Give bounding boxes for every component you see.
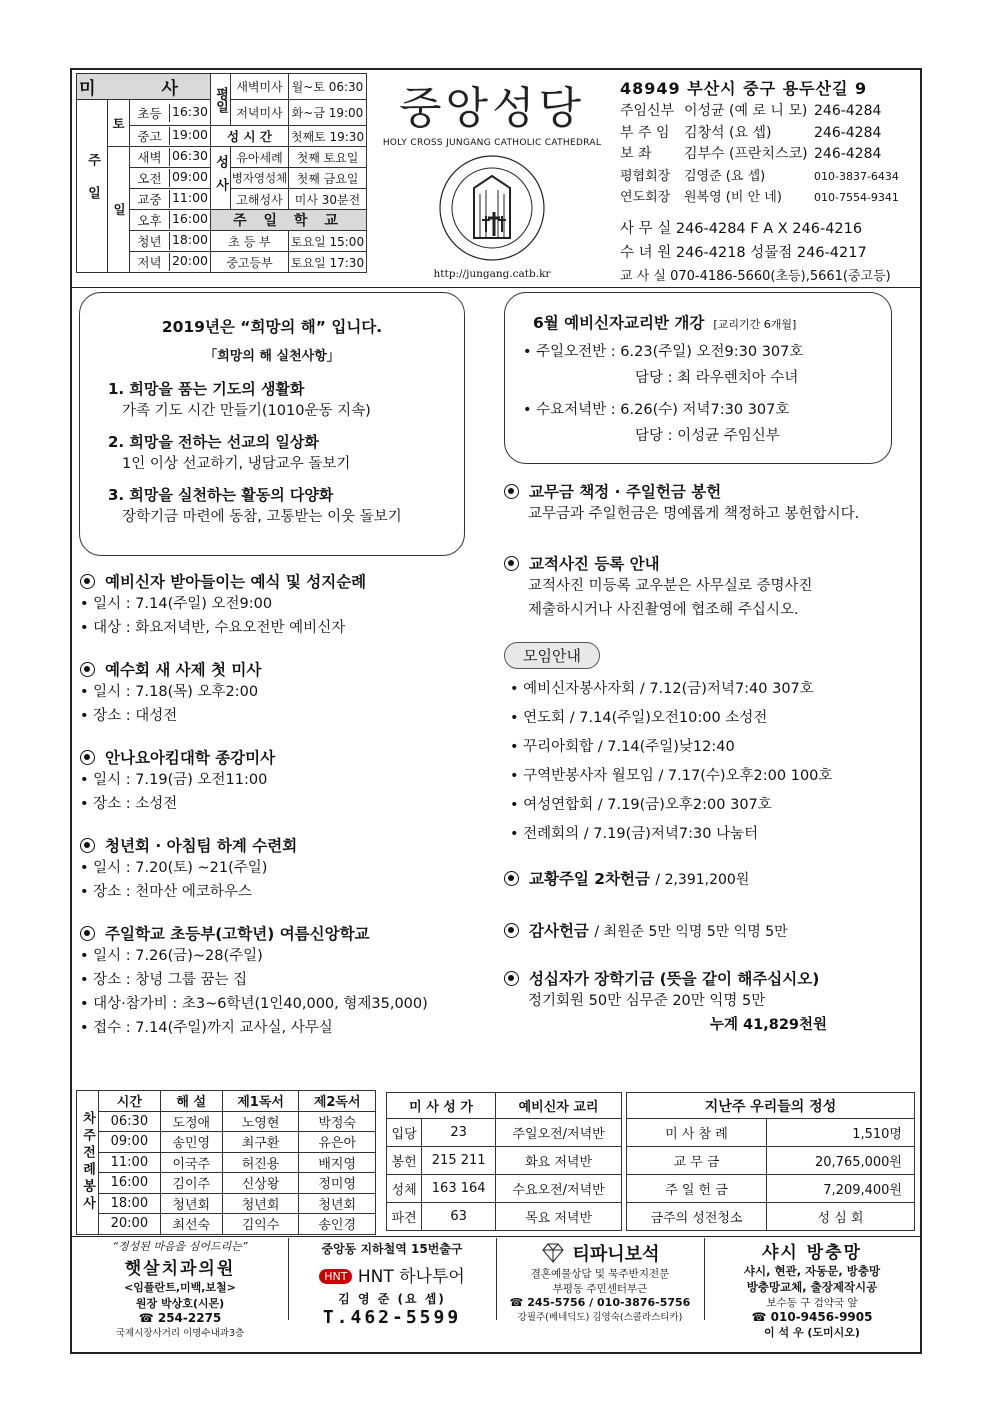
scholarship-line: 정기회원 50만 심무준 20만 익명 5만 [528, 993, 766, 1009]
bullet-icon [80, 926, 95, 941]
scholarship-total: 누계 41,829천원 [710, 1017, 828, 1033]
hymn-header: 미 사 성 가 [387, 1093, 496, 1119]
hope-item-detail: 가족 기도 시간 만들기(1010운동 지속) [122, 403, 371, 419]
sat-time: 16:30 [171, 103, 209, 119]
sun-name: 청년 [130, 232, 170, 250]
notice-line: 제출하시거나 사진촬영에 협조해 주십시오. [528, 602, 799, 618]
service-label: 차주전례봉사 [77, 1091, 99, 1235]
weekday-label: 평일 [211, 74, 231, 126]
service-header: 해 설 [160, 1091, 222, 1112]
sacrament-label: 성사 [211, 147, 231, 210]
bullet-icon [504, 484, 519, 499]
table-row: 16:00 김이주 신상왕 정미영 [77, 1173, 376, 1194]
bullet-icon [504, 556, 519, 571]
service-table [76, 1090, 376, 1235]
sun-time: 11:00 [171, 190, 209, 205]
saturday-label: 토 [108, 100, 130, 147]
service-header: 제2독서 [299, 1091, 376, 1112]
thanks-offering-value: / 최원준 5만 익명 5만 익명 5만 [594, 924, 788, 940]
bullet-icon [504, 971, 519, 986]
staff-row: 주임신부 이성균 (예 로 니 모) 246-4284 [620, 103, 882, 119]
meeting-item: • 연도회 / 7.14(주일)오전10:00 소성전 [510, 710, 768, 726]
bullet-icon [80, 750, 95, 765]
meeting-item: • 꾸리아회합 / 7.14(주일)낮12:40 [510, 739, 735, 755]
left-notices [80, 570, 500, 1040]
catechism-note: [교리기간 6개월] [713, 318, 797, 331]
notice-line: • 일시 : 7.18(목) 오후2:00 [80, 684, 259, 700]
notice-line: • 장소 : 창녕 그룹 꿈는 집 [80, 972, 248, 988]
table-row: 06:30 도정애 노영현 박정숙 [77, 1111, 376, 1132]
church-logo [432, 152, 552, 264]
pope-offering-value: / 2,391,200원 [655, 872, 750, 888]
hope-item-heading: 1. 희망을 품는 기도의 생활화 [108, 380, 305, 398]
catechism-box [504, 292, 892, 464]
weekday-mass-time: 화~금 19:00 [289, 100, 367, 126]
sun-name: 새벽 [130, 148, 170, 166]
staff-row: 연도회장 원복영 (비 안 네) 010-7554-9341 [620, 190, 899, 205]
notice-title: 안나요아킴대학 종강미사 [105, 749, 276, 767]
catechism-line: • 주일오전반 : 6.23(주일) 오전9:30 307호 [523, 344, 804, 360]
bulletin-frame [70, 68, 922, 1354]
sunday-school-title: 주 일 학 교 [211, 210, 367, 231]
sun-time: 09:00 [171, 169, 209, 184]
sacrament-name: 병자영성체 [231, 168, 289, 189]
notice-title: 예수회 새 사제 첫 미사 [105, 661, 262, 679]
header-divider [72, 287, 920, 288]
notice-title: 예비신자 받아들이는 예식 및 성지순례 [105, 573, 367, 591]
notice-line: • 장소 : 소성전 [80, 796, 178, 812]
hope-year-box [79, 292, 465, 556]
sun-time: 20:00 [171, 253, 209, 268]
catechism-line: 담당 : 최 라우렌치아 수녀 [635, 370, 799, 386]
meeting-label: 모임안내 [504, 642, 600, 669]
sacrament-name: 고해성사 [231, 189, 289, 210]
notice-line: • 일시 : 7.14(주일) 오전9:00 [80, 596, 273, 612]
service-header: 시간 [99, 1091, 161, 1112]
diamond-icon [541, 1243, 565, 1263]
hope-item-detail: 장학기금 마련에 동참, 고통받는 이웃 돌보기 [122, 509, 402, 525]
table-row: 봉헌 215 211 화요 저녁반 [387, 1147, 622, 1175]
table-row: 09:00 송민영 최구환 유은아 [77, 1132, 376, 1153]
bullet-icon [504, 871, 519, 886]
meeting-item: • 여성연합회 / 7.19(금)오후2:00 307호 [510, 797, 772, 813]
sacrament-time: 첫째 토요일 [289, 147, 367, 168]
notice-title: 청년회 · 아침팀 하계 수련회 [105, 837, 298, 855]
table-row: 11:00 이국주 허진용 배지영 [77, 1152, 376, 1173]
table-row: 18:00 청년회 청년회 청년회 [77, 1193, 376, 1214]
table-row: 입당 23 주일오전/저녁반 [387, 1119, 622, 1147]
notice-line: • 접수 : 7.14(주일)까지 교사실, 사무실 [80, 1020, 333, 1036]
staff-row: 평협회장 김영준 (요 셉) 010-3837-6434 [620, 168, 899, 184]
table-row: 20:00 최선숙 김익수 송인경 [77, 1214, 376, 1235]
table-row: 금주의 성전청소 성 심 회 [627, 1203, 915, 1231]
bullet-icon [80, 838, 95, 853]
sun-name: 오후 [130, 211, 170, 229]
notice-title: 교무금 책정 · 주일헌금 봉헌 [529, 483, 722, 501]
sacrament-time: 미사 30분전 [289, 189, 367, 210]
notice [80, 746, 500, 816]
notice [80, 922, 500, 1040]
notice-title: 성십자가 장학기금 (뜻을 같이 해주십시오) [529, 970, 820, 988]
notice-line: • 장소 : 대성전 [80, 708, 178, 724]
church-address: 48949 부산시 중구 용두산길 9 [620, 79, 868, 98]
office-list [620, 217, 920, 289]
notice-line: 교무금과 주일헌금은 명예롭게 책정하고 봉헌합시다. [528, 506, 860, 522]
church-name-english: HOLY CROSS JUNGANG CATHOLIC CATHEDRAL [382, 138, 602, 148]
catechism-header: 예비신자 교리 [496, 1093, 622, 1119]
sat-name: 초등 [130, 104, 170, 122]
weekday-mass-name: 새벽미사 [231, 74, 289, 100]
hope-item-heading: 3. 희망을 실천하는 활동의 다양화 [108, 486, 334, 504]
sunday-label: 주일 [77, 100, 108, 273]
sun-time: 16:00 [171, 211, 209, 226]
bullet-icon [80, 662, 95, 677]
ad-tiffany: 티파니보석 결혼예물상담 및 묵주반지전문 부평동 주민센터부근 ☎ 245-5756 / 010-3876-5756 강필주(베네딕도) 김영숙(스콜라스티카) [509, 1244, 691, 1323]
contact-info [620, 76, 920, 289]
table-row: 주 일 헌 금 7,209,400원 [627, 1175, 915, 1203]
sat-time: 19:00 [171, 127, 209, 142]
table-row: 성체 163 164 수요오전/저녁반 [387, 1175, 622, 1203]
hymn-catechism-table [386, 1092, 622, 1231]
weekday-mass-name: 저녁미사 [231, 100, 289, 126]
service-header: 제1독서 [222, 1091, 299, 1112]
church-name: 중앙성당 [398, 83, 585, 134]
sun-name: 오전 [130, 169, 170, 187]
mass-title: 미 사 [77, 74, 211, 100]
sun-name: 교중 [130, 190, 170, 208]
ad-dental: “정성된 마음을 심어드리는” 햇살치과의원 <임플란트,미백,보철> 원장 박상호(시몬) ☎ 254-2275 국제시장사거리 이명수내과3층 [112, 1240, 248, 1339]
catechism-line: 담당 : 이성균 주임신부 [635, 428, 780, 444]
church-url[interactable]: http://jungang.catb.kr [433, 268, 551, 280]
notice [80, 834, 500, 904]
sun-time: 06:30 [171, 148, 209, 163]
notice-title: 주일학교 초등부(고학년) 여름신앙학교 [105, 925, 370, 943]
notice [80, 570, 500, 640]
staff-list [620, 101, 920, 209]
notice-title: 교황주일 2차헌금 [529, 870, 650, 888]
notice-line: • 일시 : 7.20(토) ~21(주일) [80, 860, 268, 876]
notice-line: • 대상 : 화요저녁반, 수요오전반 예비신자 [80, 620, 346, 636]
ad-hanatour: 중앙동 지하철역 15번출구 HNT HNT 하나투어 김 영 준 (요 셉) T.462-5599 [288, 1238, 496, 1320]
staff-row: 부 주 임 김창석 (요 셉) 246-4284 [620, 124, 882, 141]
bullet-icon [80, 574, 95, 589]
sacrament-name: 유아세례 [231, 147, 289, 168]
office-row: 사 무 실 246-4284 F A X 246-4216 [620, 220, 863, 237]
table-row: 미 사 참 례 1,510명 [627, 1119, 915, 1147]
offering-table [626, 1092, 915, 1231]
sat-name: 중고 [130, 127, 170, 145]
staff-row: 보 좌 김부수 (프란치스코) 246-4284 [620, 146, 882, 162]
school-name: 중고등부 [211, 252, 289, 273]
hope-subtitle: ｢희망의 해 실천사항｣ [210, 349, 334, 364]
weekday-mass-time: 월~토 06:30 [289, 74, 367, 100]
notice [80, 658, 500, 728]
ad-sash: 샤시 방충망 샤시, 현관, 자동문, 방충망 방충망교체, 출장제작시공 보수동 구 검약국 앞 ☎ 010-9456-9905 이 석 우 (도미시오) [743, 1243, 881, 1339]
catechism-title: 6월 예비신자교리반 개강 [533, 314, 705, 332]
hnt-logo-icon: HNT [319, 1269, 352, 1284]
meeting-list [510, 675, 914, 849]
mass-schedule-table [76, 73, 367, 273]
meeting-item: • 구역반봉사자 월모임 / 7.17(수)오후2:00 100호 [510, 768, 833, 784]
right-notices [504, 480, 914, 1037]
church-masthead [372, 70, 612, 284]
ads-divider [72, 1236, 920, 1237]
table-row: 파견 63 목요 저녁반 [387, 1203, 622, 1231]
school-time: 토요일 17:30 [289, 252, 367, 273]
first-saturday: 첫째토 19:30 [289, 126, 367, 147]
hope-item-heading: 2. 희망을 전하는 선교의 일상화 [108, 433, 319, 451]
sacrament-time-label: 성 시 간 [211, 126, 289, 147]
catechism-line: • 수요저녁반 : 6.26(수) 저녁7:30 307호 [523, 402, 790, 418]
notice-line: • 일시 : 7.26(금)~28(주일) [80, 948, 263, 964]
sun-time: 18:00 [171, 232, 209, 247]
notice-title: 교적사진 등록 안내 [529, 555, 660, 573]
hope-title: 2019년은 “희망의 해” 입니다. [161, 318, 383, 336]
notice-line: 교적사진 미등록 교우분은 사무실로 증명사진 [528, 578, 813, 594]
school-time: 토요일 15:00 [289, 231, 367, 252]
sun-name: 저녁 [130, 253, 170, 271]
notice-title: 감사헌금 [529, 922, 589, 940]
table-row: 교 무 금 20,765,000원 [627, 1147, 915, 1175]
bullet-icon [504, 923, 519, 938]
school-name: 초 등 부 [211, 231, 289, 252]
office-row: 수 녀 원 246-4218 성물점 246-4217 [620, 244, 867, 261]
notice-line: • 장소 : 천마산 에코하우스 [80, 884, 252, 900]
office-row: 교 사 실 070-4186-5660(초등),5661(중고등) [620, 268, 891, 284]
offering-title: 지난주 우리들의 정성 [627, 1093, 915, 1119]
notice-line: • 일시 : 7.19(금) 오전11:00 [80, 772, 268, 788]
hope-item-detail: 1인 이상 선교하기, 냉담교우 돌보기 [122, 456, 351, 472]
meeting-item: • 예비신자봉사자회 / 7.12(금)저녁7:40 307호 [510, 681, 814, 697]
sunday-inner-label: 일 [108, 147, 130, 273]
hope-items [108, 378, 464, 529]
meeting-item: • 전례회의 / 7.19(금)저녁7:30 나눔터 [510, 826, 759, 842]
sacrament-time: 첫째 금요일 [289, 168, 367, 189]
notice-line: • 대상·참가비 : 초3~6학년(1인40,000, 형제35,000) [80, 996, 428, 1012]
